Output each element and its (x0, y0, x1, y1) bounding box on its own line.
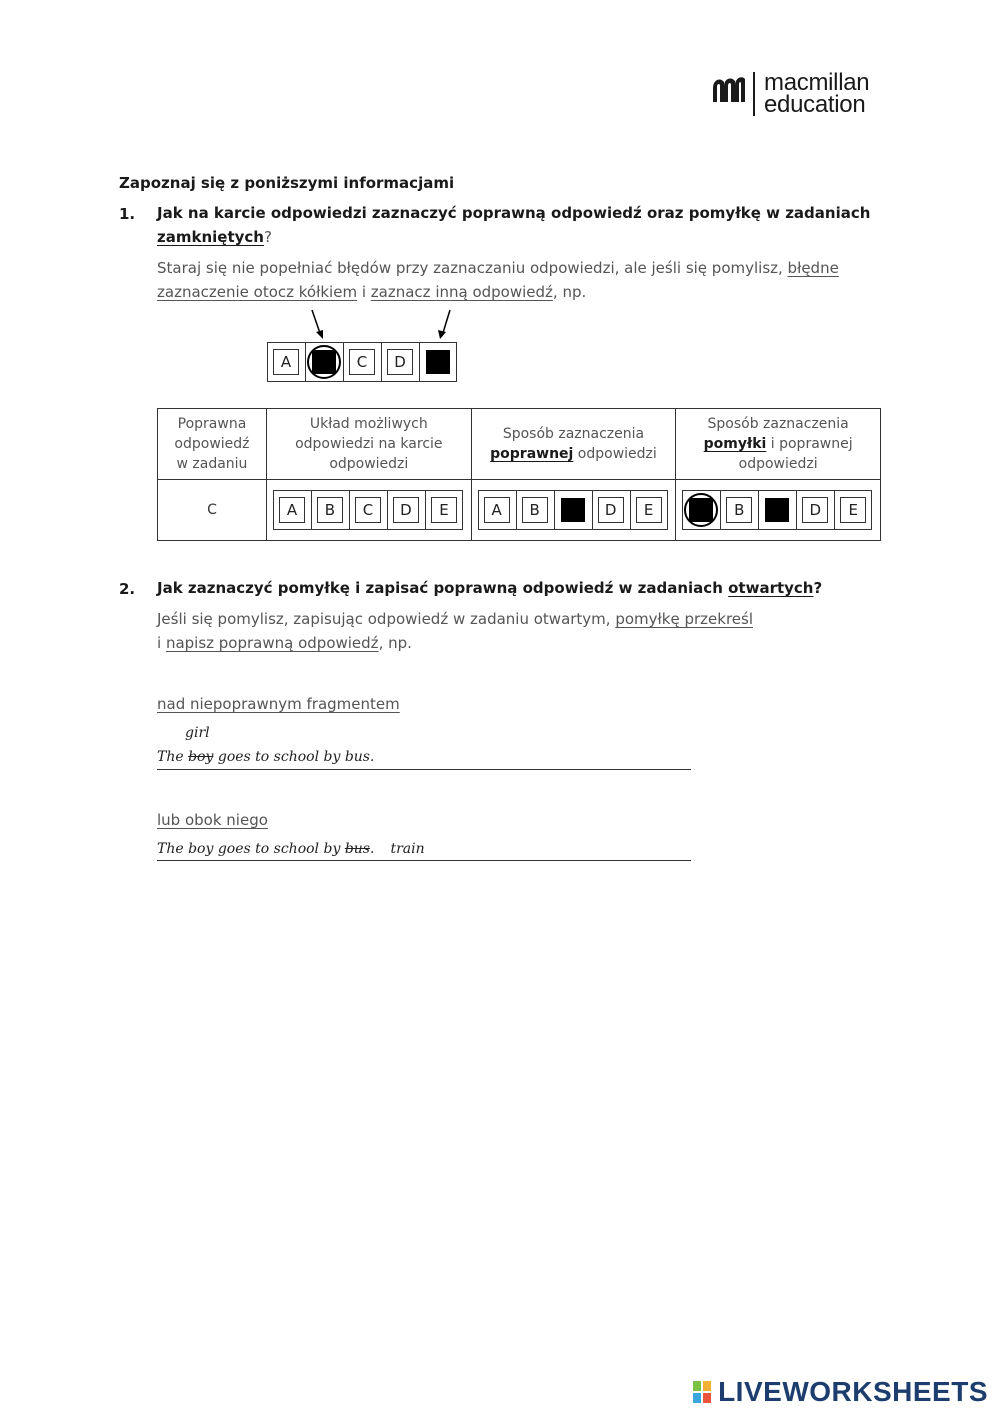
example-2-correction: train (390, 841, 425, 857)
q2-body-text: Jeśli się pomylisz, zapisując odpowiedź w zadaniu otwartym, (157, 610, 616, 628)
strip-separator (554, 491, 555, 529)
header-text: i poprawnej odpowiedzi (738, 436, 853, 472)
answer-box-e: E (431, 497, 457, 523)
example-1-label: nad niepoprawnym fragmentem (157, 695, 400, 713)
table-header-row (158, 409, 881, 480)
q1-body-underline-1: błędne (787, 259, 839, 277)
strip-separator (343, 343, 344, 381)
strip-separator (720, 491, 721, 529)
layout-cell (266, 480, 471, 541)
header-correct-answer (158, 409, 267, 480)
sentence-text: The boy goes to school by (157, 841, 345, 857)
strip-separator (381, 343, 382, 381)
header-bold: pomyłki (703, 436, 767, 452)
header-text: Sposób zaznaczenia (707, 416, 849, 432)
layout-strip-wrap (267, 480, 471, 540)
macmillan-m-icon (712, 74, 746, 104)
arrowhead-2 (438, 330, 446, 339)
q2-body-underline-1: pomyłkę przekreśl (615, 610, 753, 628)
strip-separator (387, 491, 388, 529)
strip-separator (425, 491, 426, 529)
answer-box-d: D (598, 497, 624, 523)
sentence-text: The (157, 749, 189, 765)
struck-word: boy (188, 749, 214, 765)
struck-word: bus (344, 841, 370, 857)
answer-box-d: D (393, 497, 419, 523)
liveworksheets-icon (692, 1380, 712, 1404)
strip-separator (592, 491, 593, 529)
answer-line (157, 860, 691, 861)
logo-divider (753, 72, 755, 116)
mistake-strip (682, 490, 872, 530)
q1-number: 1. (119, 205, 136, 223)
liveworksheets-text: LIVEWORKSHEETS (718, 1376, 988, 1407)
filled-mark (561, 498, 585, 522)
arrowhead-1 (316, 330, 323, 339)
correct-strip-wrap (472, 480, 676, 540)
logo-text (764, 69, 870, 118)
answer-box-e: E (636, 497, 662, 523)
macmillan-logo (712, 70, 892, 120)
intro-heading: Zapoznaj się z poniższymi informacjami (119, 174, 455, 192)
example-1-correction: girl (185, 725, 210, 741)
strip-separator (419, 343, 420, 381)
q2-body-end: , np. (378, 634, 412, 652)
strip-separator (349, 491, 350, 529)
correct-strip (478, 490, 668, 530)
answer-line (157, 769, 691, 770)
q1-body-underline-1b: zaznaczenie otocz kółkiem (157, 283, 358, 301)
table-body-row (158, 480, 881, 541)
q1-body-underline-2: zaznacz inną odpowiedź (370, 283, 553, 301)
filled-mark (426, 350, 450, 374)
logo-line-1: macmillan (764, 69, 870, 96)
example-2-sentence (157, 841, 425, 857)
strip-separator (758, 491, 759, 529)
mistake-marking-cell (676, 480, 881, 541)
filled-mark (765, 498, 789, 522)
answer-box-d: D (802, 497, 828, 523)
header-text: Układ możliwych odpowiedzi na karcie odpowiedzi (295, 416, 443, 472)
answer-box-e: E (840, 497, 866, 523)
answer-box-a: A (484, 497, 510, 523)
answer-box-c: C (355, 497, 381, 523)
header-correct-marking (471, 409, 676, 480)
example-2-label: lub obok niego (157, 811, 268, 829)
header-bold: poprawnej (490, 446, 574, 462)
strip-separator (305, 343, 306, 381)
sentence-text: . (369, 841, 375, 857)
header-mistake-marking (676, 409, 881, 480)
example-answer-strip (267, 342, 457, 382)
q1-body-text: Staraj się nie popełniać błędów przy zaznaczaniu odpowiedzi, ale jeśli się pomylisz, (157, 259, 788, 277)
q1-body (157, 256, 877, 304)
liveworksheets-logo (718, 1376, 988, 1408)
q2-body-underline-2: napisz poprawną odpowiedź (165, 634, 379, 652)
mistake-strip-wrap (676, 480, 880, 540)
answer-box-a: A (273, 349, 299, 375)
logo-line-2: education (764, 91, 866, 118)
q2-number: 2. (119, 580, 136, 598)
strip-separator (311, 491, 312, 529)
layout-strip (273, 490, 463, 530)
q1-title-underlined: zamkniętych (157, 228, 264, 246)
strip-separator (630, 491, 631, 529)
answer-box-a: A (279, 497, 305, 523)
header-layout (266, 409, 471, 480)
q2-title-text: Jak zaznaczyć pomyłkę i zapisać poprawną odpowiedź w zadaniach (157, 579, 729, 597)
q1-title-text: Jak na karcie odpowiedzi zaznaczyć poprawną odpowiedź oraz pomyłkę w zadaniach (157, 204, 871, 222)
answer-box-b: B (726, 497, 752, 523)
mistake-circle (307, 345, 341, 379)
q2-title-underlined: otwartych (728, 579, 814, 597)
correct-marking-cell (471, 480, 676, 541)
correct-answer: C (207, 502, 217, 518)
sentence-text: goes to school by bus. (213, 749, 375, 765)
example-1-sentence (157, 749, 374, 765)
q1-title (157, 201, 877, 249)
answer-box-c: C (349, 349, 375, 375)
q1-body-end: , np. (552, 283, 587, 301)
header-text: Poprawna odpowiedź w zadaniu (174, 416, 250, 472)
header-text: odpowiedzi (573, 446, 657, 462)
strip-separator (834, 491, 835, 529)
q1-title-qmark: ? (263, 228, 272, 246)
answer-box-b: B (317, 497, 343, 523)
strip-separator (796, 491, 797, 529)
q1-body-and: i (357, 283, 371, 301)
answer-box-b: B (522, 497, 548, 523)
q2-title (157, 576, 877, 600)
q2-body (157, 607, 877, 655)
strip-separator (516, 491, 517, 529)
header-text: Sposób zaznaczenia (502, 426, 645, 442)
q2-title-qmark: ? (813, 579, 823, 597)
q2-body-and: i (157, 634, 166, 652)
marking-table (157, 408, 881, 541)
correct-answer-cell (158, 480, 267, 541)
answer-box-d: D (387, 349, 413, 375)
